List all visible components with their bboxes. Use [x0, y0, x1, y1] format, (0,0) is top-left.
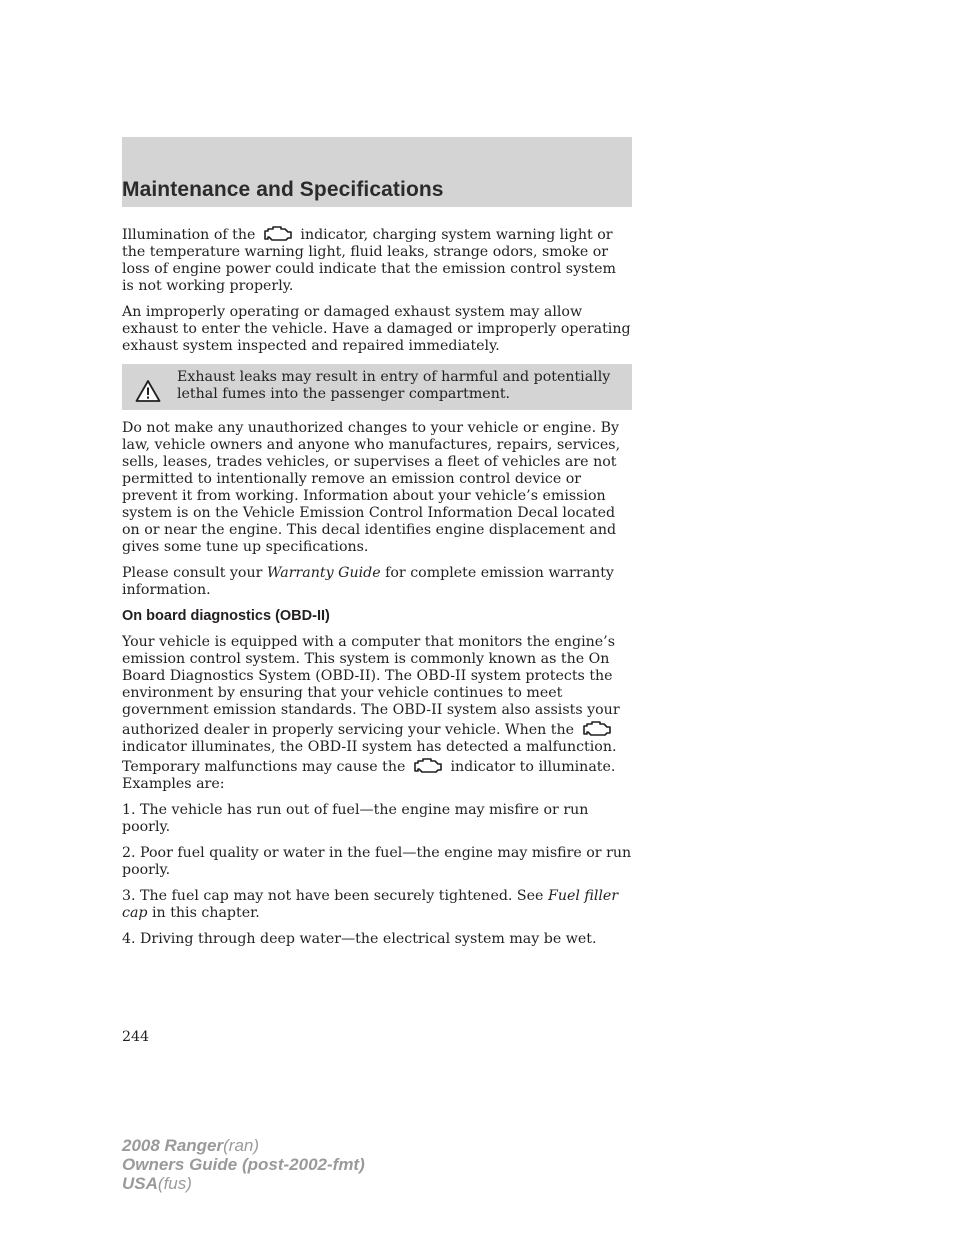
paragraph-obd: Your vehicle is equipped with a computer that monitors the engine’s emission control system. This system is commonly known as the On Board Diagnostics System (OBD-II). The OBD-II system protects the environment by ensuring that your vehicle continues to meet government emission standards. The OBD-II system also assists your authorized dealer in properly servicing your vehicle. When the indicator illuminates, the OBD-II system has detected a malfunction. Temporary malfunctions may cause the indicator to illuminate. Examples are:	[122, 634, 620, 792]
paragraph-unauthorized-changes: Do not make any unauthorized changes to your vehicle or engine. By law, vehicle owners and anyone who manufactures, repairs, services, sells, leases, trades vehicles, or supervises a fleet of vehicles are not permitted to intentionally remove an emission control device or prevent it from working. Information about your vehicle’s emission system is on the Vehicle Emission Control Information Decal located on or near the engine. This decal identifies engine displacement and gives some tune up specifications.	[122, 420, 621, 555]
section-title: Maintenance and Specifications	[122, 178, 444, 201]
warranty-guide-ref: Warranty Guide	[266, 565, 381, 581]
paragraph-warranty: Please consult your Warranty Guide for complete emission warranty information.	[122, 565, 614, 598]
warning-box	[122, 364, 632, 410]
check-engine-icon	[412, 756, 444, 774]
warning-text: Exhaust leaks may result in entry of harmful and potentially lethal fumes into the passenger compartment.	[177, 369, 611, 402]
check-engine-icon	[581, 719, 613, 737]
warning-triangle-icon	[135, 379, 161, 403]
check-engine-icon	[262, 224, 294, 242]
footer: 2008 Ranger(ran) Owners Guide (post-2002-fmt) USA(fus)	[122, 1136, 365, 1193]
page-number: 244	[122, 1029, 150, 1045]
paragraph-exhaust-system: An improperly operating or damaged exhaust system may allow exhaust to enter the vehicle. Have a damaged or improperly operating exhaust system inspected and repaired immediately.	[122, 304, 631, 354]
list-item: 1. The vehicle has run out of fuel—the engine may misfire or run poorly.	[122, 802, 589, 835]
page-content	[122, 224, 632, 957]
obd-subheading: On board diagnostics (OBD-II)	[122, 608, 330, 624]
fuel-filler-cap-ref: Fuel filler cap	[122, 888, 619, 921]
paragraph-emission-indicator: Illumination of the indicator, charging system warning light or the temperature warning light, fluid leaks, strange odors, smoke or loss of engine power could indicate that the emission control system is not working properly.	[122, 224, 632, 295]
list-item: 4. Driving through deep water—the electrical system may be wet.	[122, 931, 597, 947]
list-item: 2. Poor fuel quality or water in the fuel—the engine may misfire or run poorly.	[122, 845, 632, 878]
list-item: 3. The fuel cap may not have been securely tightened. See Fuel filler cap in this chapter.	[122, 888, 619, 921]
